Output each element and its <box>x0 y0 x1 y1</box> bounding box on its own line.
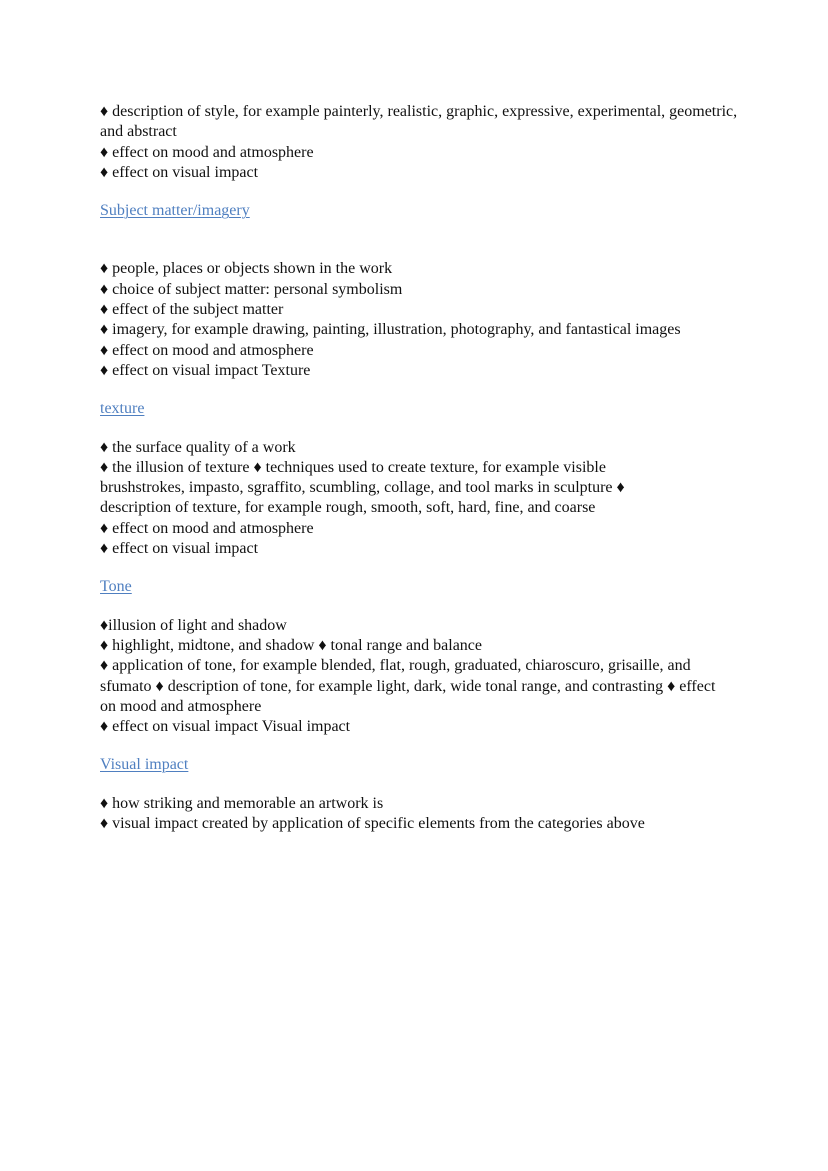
bullet-item: ♦ description of style, for example painterly, realistic, graphic, expressive, experimental, geometric, and abstract <box>100 103 738 141</box>
intro-list <box>100 102 740 183</box>
section-texture <box>100 399 740 559</box>
section-list <box>100 794 740 835</box>
document-page <box>100 102 740 834</box>
section-heading-subject-matter[interactable]: Subject matter/imagery <box>100 202 250 220</box>
section-list <box>100 259 740 381</box>
bullet-item: ♦ effect on visual impact <box>100 163 259 181</box>
bullet-item: ♦ effect on mood and atmosphere <box>100 341 314 359</box>
bullet-item: ♦ highlight, midtone, and shadow ♦ tonal range and balance <box>100 636 483 654</box>
section-tone <box>100 577 740 737</box>
bullet-item: ♦ effect on visual impact Texture <box>100 361 311 379</box>
bullet-item: ♦ effect of the subject matter <box>100 301 284 319</box>
section-list <box>100 438 740 560</box>
bullet-item: ♦ effect on mood and atmosphere <box>100 519 314 537</box>
bullet-item: ♦illusion of light and shadow <box>100 616 287 634</box>
bullet-item: ♦ effect on visual impact <box>100 540 259 558</box>
bullet-item: ♦ people, places or objects shown in the work <box>100 260 393 278</box>
section-list <box>100 616 740 738</box>
section-visual-impact <box>100 755 740 834</box>
bullet-item: ♦ application of tone, for example blended, flat, rough, graduated, chiaroscuro, grisaille, and sfumato ♦ description of tone, for example light, dark, wide tonal range, and contrasting ♦ effect on mood and atmosphere <box>100 657 716 715</box>
section-heading-visual-impact[interactable]: Visual impact <box>100 756 189 774</box>
bullet-item: ♦ effect on visual impact Visual impact <box>100 718 351 736</box>
section-heading-texture[interactable]: texture <box>100 400 145 418</box>
bullet-item: ♦ effect on mood and atmosphere <box>100 143 314 161</box>
bullet-item: ♦ the surface quality of a work <box>100 438 296 456</box>
bullet-item: ♦ imagery, for example drawing, painting, illustration, photography, and fantastical images <box>100 321 681 339</box>
bullet-item: ♦ choice of subject matter: personal symbolism <box>100 280 403 298</box>
section-heading-tone[interactable]: Tone <box>100 578 132 596</box>
bullet-item: ♦ how striking and memorable an artwork is <box>100 794 384 812</box>
bullet-item: ♦ visual impact created by application of specific elements from the categories above <box>100 815 645 833</box>
section-subject-matter <box>100 201 740 381</box>
bullet-item: ♦ the illusion of texture ♦ techniques used to create texture, for example visible brushstrokes, impasto, sgraffito, scumbling, collage, and tool marks in sculpture ♦ description of texture, for example rough, smooth, soft, hard, fine, and coarse <box>100 458 625 517</box>
